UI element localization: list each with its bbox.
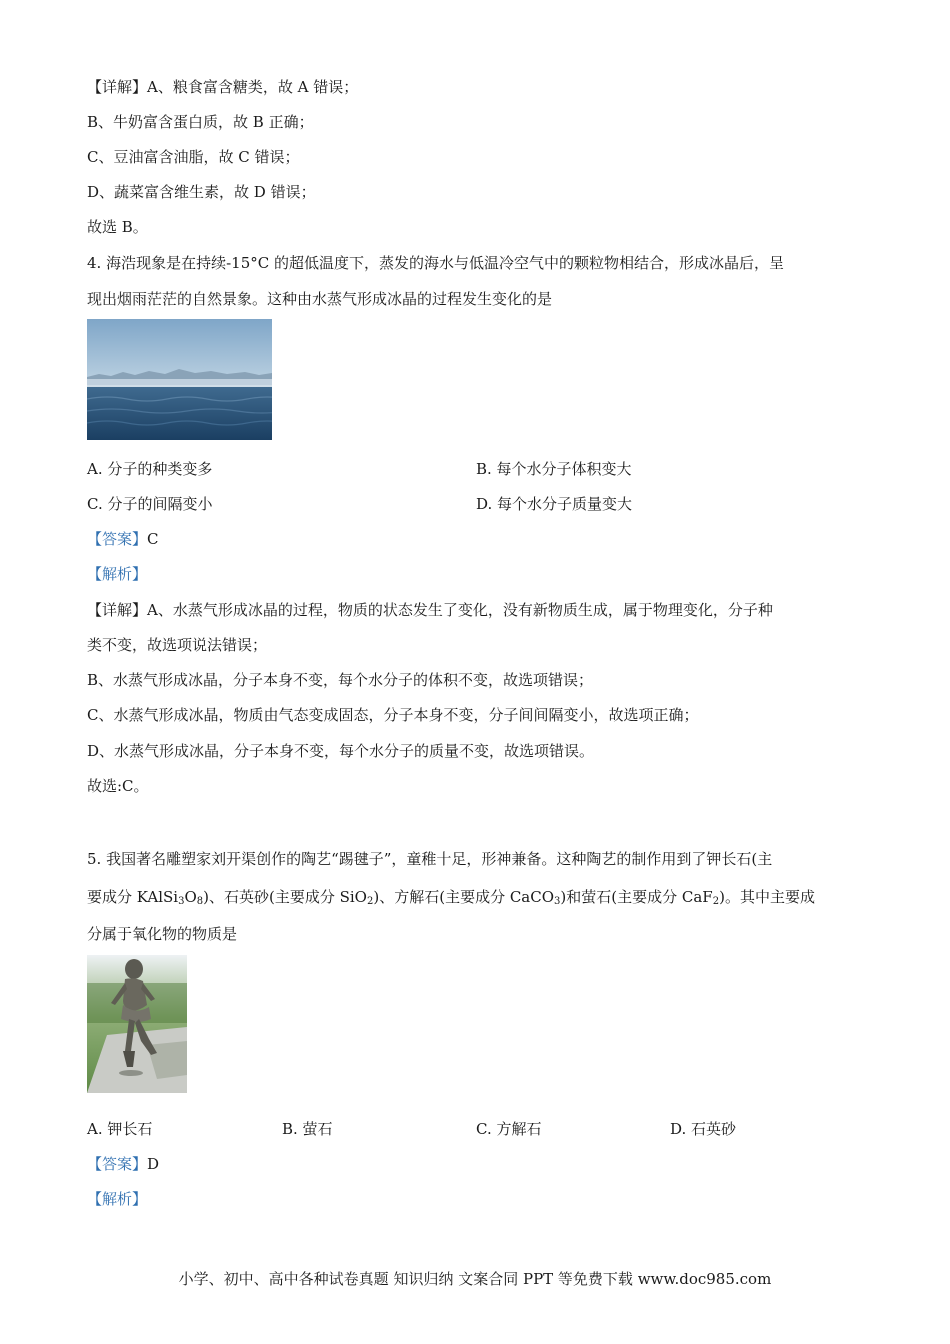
answer-tag: 【答案】 — [87, 530, 148, 548]
q4-detail-c: C、水蒸气形成冰晶，物质由气态变成固态，分子本身不变，分子间间隔变小，故选项正确； — [87, 706, 699, 724]
page-footer: 小学、初中、高中各种试卷真题 知识归纳 文案合同 PPT 等免费下载 www.doc985.com — [178, 1270, 772, 1288]
q5-stem-line-2: 要成分 $KAlSi_3O_8$)、石英砂(主要成分 SiO$_2$)、方解石(主要成分 CaCO$_3$)和萤石(主要成分 CaF$_2$)。其中主要成 — [87, 888, 815, 907]
q5-stem-line-3: 分属于氧化物的物质是 — [87, 925, 238, 943]
q3-conclusion: 故选 B。 — [87, 218, 148, 236]
sea-fog-photo — [87, 319, 272, 440]
q3-detail-line-a: 【详解】A、粮食富含糖类，故 A 错误； — [87, 78, 359, 96]
q4-option-b: B. 每个水分子体积变大 — [476, 460, 632, 478]
q4-stem-line-1: 4. 海浩现象是在持续-15°C 的超低温度下，蒸发的海水与低温冷空气中的颗粒物相结合，形成冰晶后，呈 — [87, 254, 784, 272]
q5-answer: 【答案】D — [87, 1155, 160, 1173]
q4-option-d: D. 每个水分子质量变大 — [476, 495, 633, 513]
q3-detail-line-b: B、牛奶富含蛋白质，故 B 正确； — [87, 113, 314, 131]
q4-option-c: C. 分子的间隔变小 — [87, 495, 213, 513]
detail-tag: 【详解】 — [87, 601, 148, 619]
q5-option-b: B. 萤石 — [282, 1120, 333, 1138]
answer-tag: 【答案】 — [87, 1155, 148, 1173]
detail-tag: 【详解】 — [87, 78, 148, 96]
q4-detail-a-line-2: 类不变，故选项说法错误； — [87, 636, 268, 654]
q4-detail-a-line-1: 【详解】A、水蒸气形成冰晶的过程，物质的状态发生了变化，没有新物质生成，属于物理变化，分子种 — [87, 601, 773, 619]
q4-detail-d: D、水蒸气形成冰晶，分子本身不变，每个水分子的质量不变，故选项错误。 — [87, 742, 595, 760]
q4-stem-line-2: 现出烟雨茫茫的自然景象。这种由水蒸气形成冰晶的过程发生变化的是 — [87, 290, 553, 308]
q3-detail-line-d: D、蔬菜富含维生素，故 D 错误； — [87, 183, 316, 201]
q4-analysis-tag: 【解析】 — [87, 565, 148, 583]
q3-detail-line-c: C、豆油富含油脂，故 C 错误； — [87, 148, 300, 166]
q4-detail-b: B、水蒸气形成冰晶，分子本身不变，每个水分子的体积不变，故选项错误； — [87, 671, 594, 689]
q5-stem-line-1: 5. 我国著名雕塑家刘开渠创作的陶艺“踢毽子”，童稚十足，形神兼备。这种陶艺的制作用到了钾长石(主 — [87, 850, 773, 868]
q4-conclusion: 故选:C。 — [87, 777, 149, 795]
q4-option-a: A. 分子的种类变多 — [87, 460, 213, 478]
q5-analysis-tag: 【解析】 — [87, 1190, 148, 1208]
q5-option-d: D. 石英砂 — [670, 1120, 737, 1138]
q4-answer: 【答案】C — [87, 530, 159, 548]
sculpture-photo — [87, 955, 187, 1093]
q5-option-c: C. 方解石 — [476, 1120, 542, 1138]
q5-option-a: A. 钾长石 — [87, 1120, 153, 1138]
